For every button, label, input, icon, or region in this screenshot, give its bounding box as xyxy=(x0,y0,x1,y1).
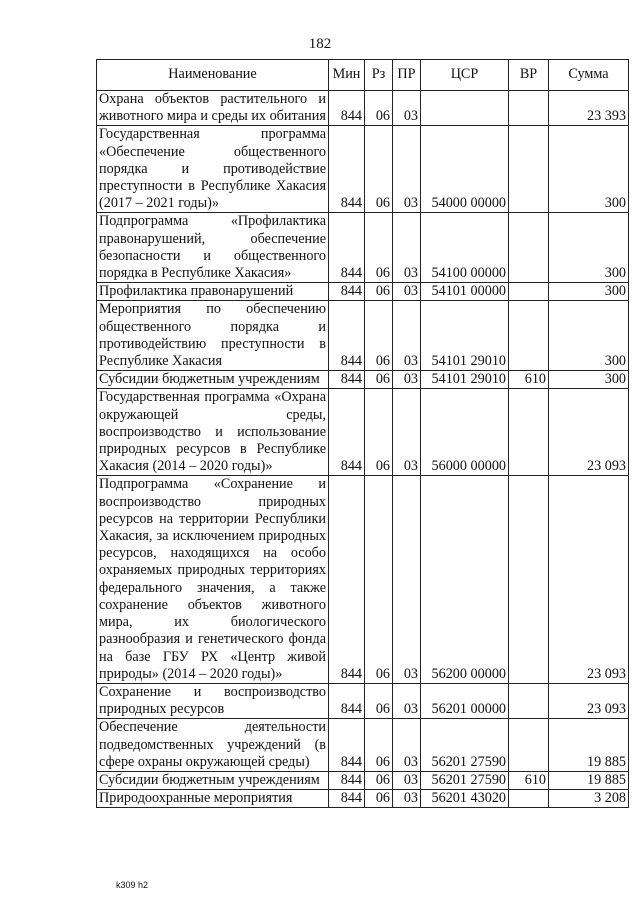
cell-min: 844 xyxy=(329,683,365,718)
cell-sum: 300 xyxy=(549,283,629,301)
cell-pr: 03 xyxy=(393,790,421,808)
cell-name: Субсидии бюджетным учреждениям xyxy=(97,371,329,389)
cell-name: Мероприятия по обеспечению общественного порядка и противодействию преступности в Республике Хакасия xyxy=(97,301,329,371)
cell-min: 844 xyxy=(329,771,365,789)
cell-vr: 610 xyxy=(509,771,549,789)
cell-vr xyxy=(509,476,549,683)
cell-min: 844 xyxy=(329,91,365,126)
cell-name: Обеспечение деятельности подведомственных учреждений (в сфере охраны окружающей среды) xyxy=(97,719,329,772)
cell-pr: 03 xyxy=(393,371,421,389)
table-row xyxy=(97,389,629,476)
table-row xyxy=(97,91,629,126)
cell-sum: 300 xyxy=(549,371,629,389)
cell-min: 844 xyxy=(329,126,365,213)
header-sum: Сумма xyxy=(549,60,629,91)
cell-vr xyxy=(509,283,549,301)
cell-min: 844 xyxy=(329,301,365,371)
cell-sum: 300 xyxy=(549,213,629,283)
table-row xyxy=(97,371,629,389)
cell-min: 844 xyxy=(329,719,365,772)
cell-csr: 54100 00000 xyxy=(421,213,509,283)
cell-pr: 03 xyxy=(393,91,421,126)
cell-rz: 06 xyxy=(365,283,393,301)
cell-csr: 56000 00000 xyxy=(421,389,509,476)
cell-csr: 54101 29010 xyxy=(421,371,509,389)
cell-rz: 06 xyxy=(365,771,393,789)
cell-sum: 300 xyxy=(549,126,629,213)
cell-csr xyxy=(421,91,509,126)
header-name: Наименование xyxy=(97,60,329,91)
table-row xyxy=(97,213,629,283)
cell-rz: 06 xyxy=(365,213,393,283)
cell-csr: 56200 00000 xyxy=(421,476,509,683)
header-vr: ВР xyxy=(509,60,549,91)
budget-table xyxy=(96,59,629,808)
cell-min: 844 xyxy=(329,790,365,808)
cell-name: Субсидии бюджетным учреждениям xyxy=(97,771,329,789)
cell-min: 844 xyxy=(329,283,365,301)
cell-vr xyxy=(509,389,549,476)
cell-vr: 610 xyxy=(509,371,549,389)
header-csr: ЦСР xyxy=(421,60,509,91)
cell-csr: 56201 43020 xyxy=(421,790,509,808)
cell-name: Подпрограмма «Профилактика правонарушений, обеспечение безопасности и общественного порядка в Республике Хакасия» xyxy=(97,213,329,283)
cell-pr: 03 xyxy=(393,683,421,718)
page-number: 182 xyxy=(308,36,332,52)
cell-min: 844 xyxy=(329,476,365,683)
cell-vr xyxy=(509,301,549,371)
cell-name: Природоохранные мероприятия xyxy=(97,790,329,808)
cell-vr xyxy=(509,91,549,126)
header-min: Мин xyxy=(329,60,365,91)
cell-name: Охрана объектов растительного и животного мира и среды их обитания xyxy=(97,91,329,126)
cell-vr xyxy=(509,126,549,213)
cell-min: 844 xyxy=(329,371,365,389)
table-row xyxy=(97,790,629,808)
cell-min: 844 xyxy=(329,213,365,283)
cell-name: Сохранение и воспроизводство природных ресурсов xyxy=(97,683,329,718)
cell-rz: 06 xyxy=(365,476,393,683)
cell-pr: 03 xyxy=(393,719,421,772)
cell-sum: 23 093 xyxy=(549,476,629,683)
table-row xyxy=(97,771,629,789)
cell-pr: 03 xyxy=(393,389,421,476)
header-rz: Рз xyxy=(365,60,393,91)
table-row xyxy=(97,126,629,213)
cell-min: 844 xyxy=(329,389,365,476)
cell-name: Государственная программа «Обеспечение общественного порядка и противодействие преступности в Республике Хакасия (2017 – 2021 годы)» xyxy=(97,126,329,213)
table-row xyxy=(97,719,629,772)
cell-rz: 06 xyxy=(365,683,393,718)
cell-rz: 06 xyxy=(365,371,393,389)
cell-pr: 03 xyxy=(393,213,421,283)
cell-name: Государственная программа «Охрана окружающей среды, воспроизводство и использование природных ресурсов в Республике Хакасия (2014 – 2020 годы)» xyxy=(97,389,329,476)
cell-csr: 56201 27590 xyxy=(421,719,509,772)
table-row xyxy=(97,683,629,718)
cell-csr: 56201 27590 xyxy=(421,771,509,789)
cell-rz: 06 xyxy=(365,790,393,808)
cell-sum: 23 093 xyxy=(549,389,629,476)
cell-sum: 23 093 xyxy=(549,683,629,718)
table-row xyxy=(97,476,629,683)
cell-rz: 06 xyxy=(365,126,393,213)
cell-sum: 3 208 xyxy=(549,790,629,808)
cell-vr xyxy=(509,683,549,718)
cell-sum: 19 885 xyxy=(549,719,629,772)
table-row xyxy=(97,283,629,301)
cell-pr: 03 xyxy=(393,771,421,789)
cell-vr xyxy=(509,790,549,808)
cell-rz: 06 xyxy=(365,91,393,126)
cell-csr: 56201 00000 xyxy=(421,683,509,718)
header-pr: ПР xyxy=(393,60,421,91)
cell-csr: 54101 00000 xyxy=(421,283,509,301)
cell-name: Профилактика правонарушений xyxy=(97,283,329,301)
cell-name: Подпрограмма «Сохранение и воспроизводство природных ресурсов на территории Республики Хакасия, за исключением природных ресурсов, находящихся на особо охраняемых природных территориях федерального значения, а также сохранение объектов животного мира, их биологического разнообразия и генетического фонда на базе ГБУ РХ «Центр живой природы» (2014 – 2020 годы)» xyxy=(97,476,329,683)
cell-rz: 06 xyxy=(365,301,393,371)
cell-sum: 19 885 xyxy=(549,771,629,789)
cell-sum: 300 xyxy=(549,301,629,371)
cell-csr: 54000 00000 xyxy=(421,126,509,213)
cell-pr: 03 xyxy=(393,126,421,213)
cell-rz: 06 xyxy=(365,389,393,476)
footer-code: k309 h2 xyxy=(116,880,149,890)
header-row xyxy=(97,60,629,91)
cell-sum: 23 393 xyxy=(549,91,629,126)
cell-pr: 03 xyxy=(393,283,421,301)
cell-pr: 03 xyxy=(393,301,421,371)
table-row xyxy=(97,301,629,371)
cell-pr: 03 xyxy=(393,476,421,683)
cell-rz: 06 xyxy=(365,719,393,772)
cell-vr xyxy=(509,719,549,772)
cell-csr: 54101 29010 xyxy=(421,301,509,371)
cell-vr xyxy=(509,213,549,283)
